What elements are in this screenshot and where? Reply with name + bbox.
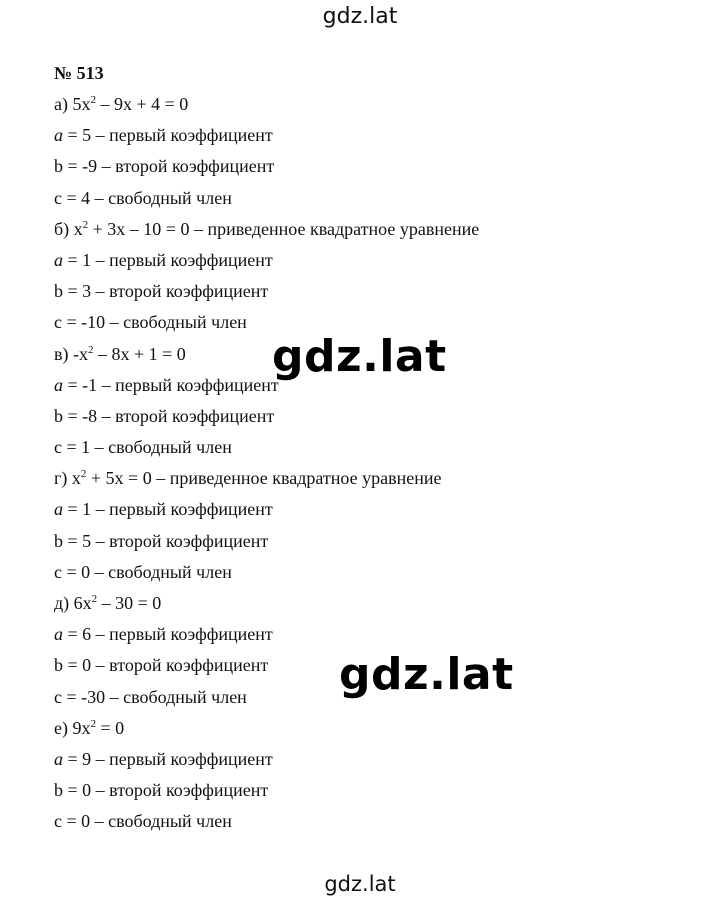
variable-a: a xyxy=(54,374,63,395)
solution-content xyxy=(54,58,479,838)
equation-rest: + 3x – 10 = 0 xyxy=(88,218,190,239)
equation-rest: – 8x + 1 = 0 xyxy=(93,343,186,364)
equation-line xyxy=(54,713,479,744)
coefficient-a-line xyxy=(54,245,479,276)
equation-note: – приведенное квадратное уравнение xyxy=(189,218,480,239)
coefficient-a-text: = 6 – первый коэффициент xyxy=(63,624,273,645)
equation-line xyxy=(54,214,479,245)
exponent: 2 xyxy=(90,717,96,730)
coefficient-a-line xyxy=(54,744,479,775)
part-label: б) xyxy=(54,218,70,239)
coefficient-b-line: b = -9 – второй коэффициент xyxy=(54,156,275,177)
equation-lead: 5x xyxy=(72,94,91,114)
coefficient-b-line: b = 0 – второй коэффициент xyxy=(54,780,269,801)
variable-a: a xyxy=(54,624,63,645)
equation-line xyxy=(54,588,479,619)
part-block xyxy=(54,713,479,838)
exponent: 2 xyxy=(80,468,87,481)
part-label: е) xyxy=(54,717,68,738)
part-label: д) xyxy=(54,593,70,613)
free-term-line: c = 1 – свободный член xyxy=(54,437,232,458)
equation-lead: x xyxy=(73,218,83,239)
coefficient-b-line: b = -8 – второй коэффициент xyxy=(54,405,275,426)
coefficient-a-line xyxy=(54,494,479,525)
part-block xyxy=(54,214,479,339)
variable-a: a xyxy=(54,125,63,146)
coefficient-a-line xyxy=(54,120,479,151)
equation-rest: + 5x = 0 xyxy=(86,468,152,489)
equation-rest: – 9x + 4 = 0 xyxy=(95,94,189,114)
lower-watermark: gdz.lat xyxy=(339,649,514,700)
exponent: 2 xyxy=(82,218,89,231)
exponent: 2 xyxy=(91,593,98,605)
equation-lead: 9x xyxy=(72,717,91,738)
equation-lead: -x xyxy=(73,343,88,364)
part-label: г) xyxy=(54,468,68,489)
free-term-line: c = 0 – свободный член xyxy=(54,811,232,832)
problem-number: № 513 xyxy=(54,63,104,83)
coefficient-a-line xyxy=(54,619,479,650)
coefficient-a-text: = -1 – первый коэффициент xyxy=(63,374,279,395)
free-term-line: c = -10 – свободный член xyxy=(54,312,247,333)
equation-rest: – 30 = 0 xyxy=(97,593,162,613)
free-term-line: c = -30 – свободный член xyxy=(54,686,247,707)
variable-a: a xyxy=(54,499,63,520)
coefficient-b-line: b = 3 – второй коэффициент xyxy=(54,281,269,302)
equation-line xyxy=(54,89,479,120)
exponent: 2 xyxy=(88,343,94,356)
variable-a: a xyxy=(54,249,63,270)
footer-watermark: gdz.lat xyxy=(324,872,396,896)
part-label: а) xyxy=(54,94,68,114)
equation-note: – приведенное квадратное уравнение xyxy=(151,468,442,489)
equation-line xyxy=(54,463,479,494)
part-label: в) xyxy=(54,343,69,364)
equation-lead: 6x xyxy=(73,593,92,613)
coefficient-b-line: b = 0 – второй коэффициент xyxy=(54,655,269,676)
variable-a: a xyxy=(54,748,63,769)
exponent: 2 xyxy=(90,94,96,106)
coefficient-b-line: b = 5 – второй коэффициент xyxy=(54,530,269,551)
coefficient-a-text: = 1 – первый коэффициент xyxy=(63,499,273,520)
equation-rest: = 0 xyxy=(95,717,125,738)
free-term-line: c = 4 – свободный член xyxy=(54,187,232,208)
coefficient-a-text: = 1 – первый коэффициент xyxy=(63,249,273,270)
header-watermark: gdz.lat xyxy=(322,4,398,29)
coefficient-a-text: = 5 – первый коэффициент xyxy=(63,125,273,146)
center-watermark: gdz.lat xyxy=(272,331,447,382)
part-block xyxy=(54,463,479,588)
free-term-line: c = 0 – свободный член xyxy=(54,561,232,582)
part-block xyxy=(54,89,479,214)
equation-lead: x xyxy=(71,468,81,489)
coefficient-a-text: = 9 – первый коэффициент xyxy=(63,748,273,769)
parts-list xyxy=(54,89,479,838)
